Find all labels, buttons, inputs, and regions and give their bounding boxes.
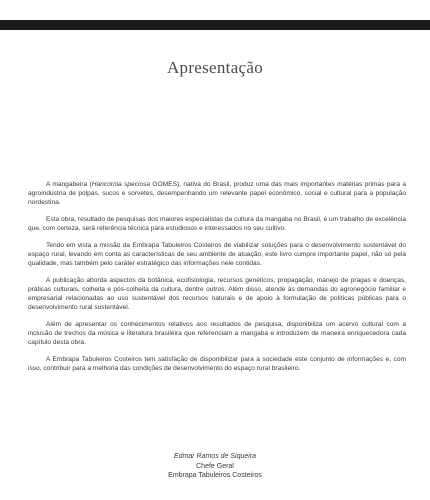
signature-block — [0, 452, 430, 481]
paragraph-4: A publicação aborda aspectos da botânica, ecofisiologia, recursos genéticos, propagação, manejo de pragas e doenças, práticas culturais, colheita e pós-colheita da cultura, dentre outros. Além disso, atende às demandas do agronegócio familiar e empresarial relacionadas ao uso sustentável dos recursos naturais e de apoio à formulação de políticas públicas para o desenvolvimento rural sustentável. — [28, 277, 406, 311]
page-title: Apresentação — [166, 58, 264, 77]
signature-name: Edmar Ramos de Siqueira — [173, 453, 257, 460]
paragraph-2: Esta obra, resultado de pesquisas dos maiores especialistas da cultura da mangaba no Brasil, é um trabalho de excelência que, com certeza, será referência técnica para estudiosos e interessados no seu cultivo. — [28, 216, 406, 232]
paragraph-1-before: A mangabeira ( — [46, 181, 92, 188]
paragraph-3: Tendo em vista a missão da Embrapa Tabuleiros Costeiros de viabilizar soluções para o desenvolvimento sustentável do espaço rural, levando em conta as características de seu ambiente de atuação, este livro cumpre importante papel, não só pela qualidade, mas também pelo caráter estratégico das informações nele contidas. — [28, 242, 406, 267]
document-body — [28, 180, 406, 381]
signature-organization: Embrapa Tabuleiros Costeiros — [168, 472, 262, 479]
species-name: Hancornia speciosa — [91, 181, 151, 188]
signature-role: Chefe Geral — [196, 462, 234, 470]
paragraph-5: Além de apresentar os conhecimentos relativos aos resultados de pesquisa, disponibiliza um acervo cultural com a inclusão de trechos da música e literatura brasileira que referenciam a mangaba e introduzem de maneira enriquecedora cada capítulo desta obra. — [28, 321, 406, 346]
paragraph-1 — [28, 180, 406, 207]
paragraph-6: A Embrapa Tabuleiros Costeiros tem satisfação de disponibilizar para a sociedade este conjunto de informações e, com isso, contribuir para a melhoria das condições de desenvolvimento do espaço rural brasileiro. — [28, 356, 406, 372]
top-border-bar — [0, 20, 430, 30]
paragraph-1-after: GOMES), nativa do Brasil, produz uma das mais importantes matérias primas para a agroindústria de polpas, sucos e sorvetes, desempenhando um relevante papel econômico, social e cultural para a população nordestina. — [28, 181, 407, 206]
